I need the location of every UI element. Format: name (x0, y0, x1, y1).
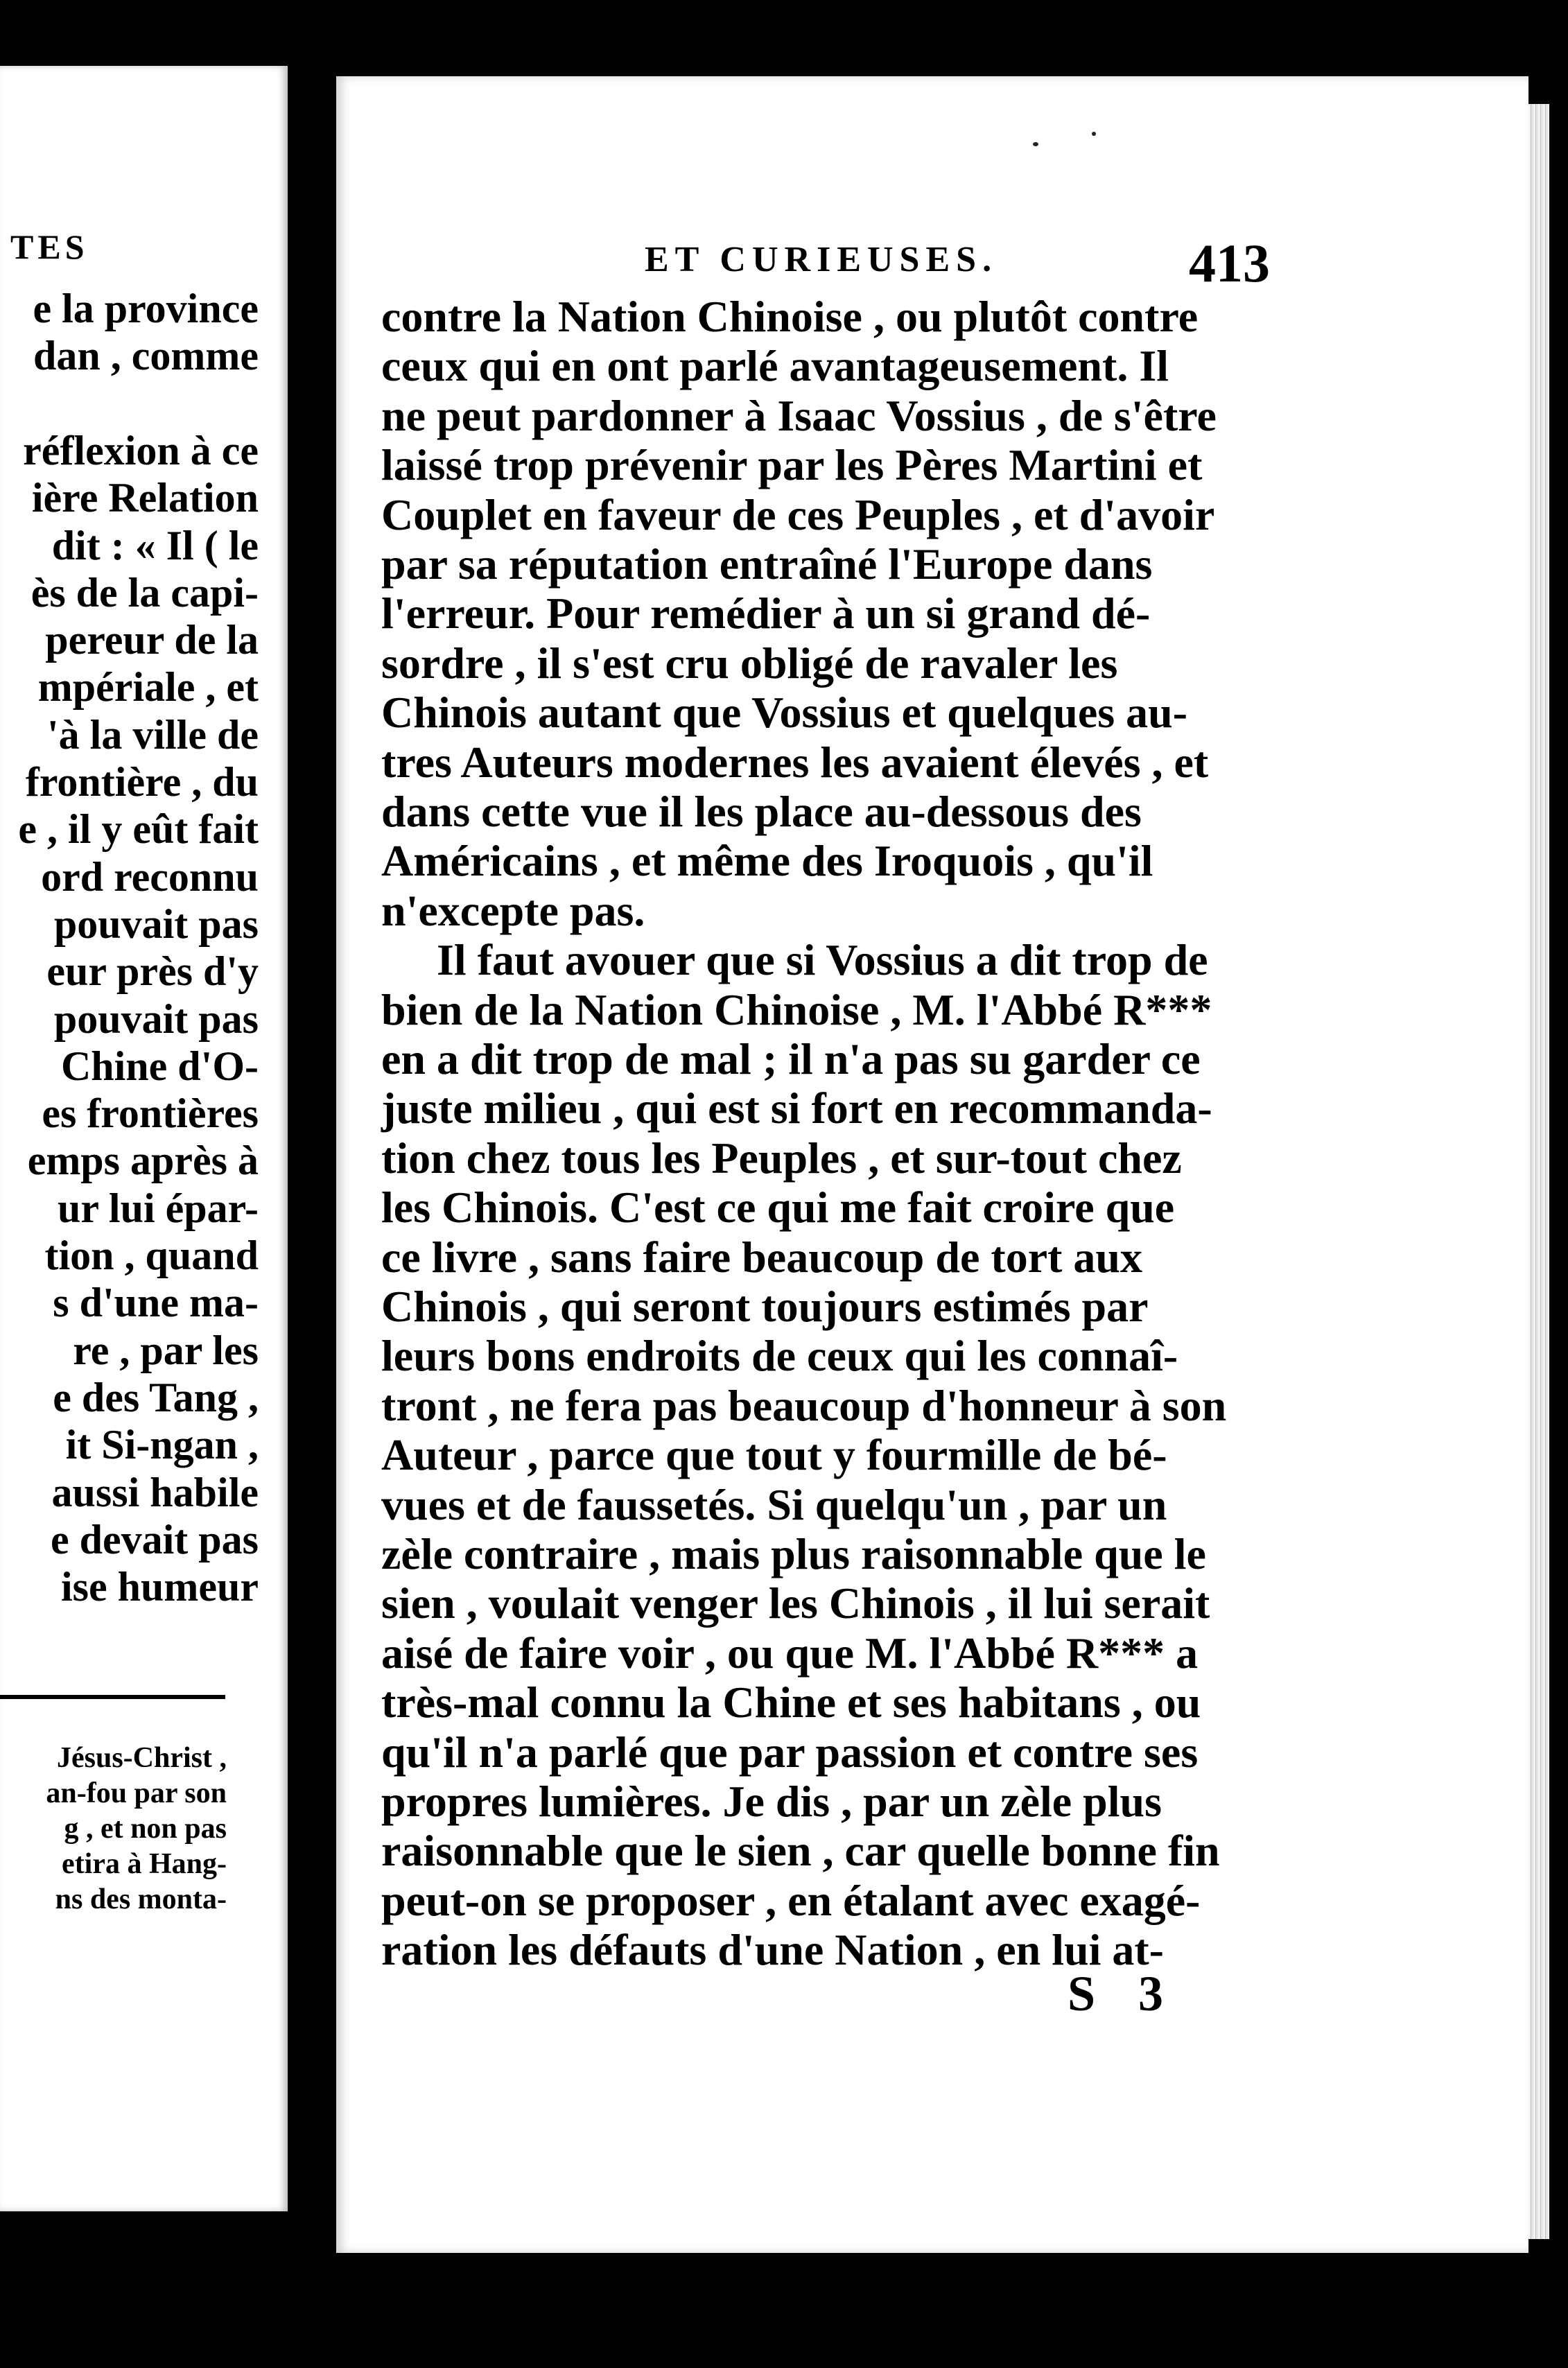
left-text-line: dan , comme (33, 333, 259, 379)
book-page-edge (1528, 104, 1549, 2239)
body-text-line: contre la Nation Chinoise , ou plutôt contre (381, 292, 1199, 341)
body-text-line: ce livre , sans faire beaucoup de tort aux (381, 1232, 1142, 1282)
body-text-line: n'excepte pas. (381, 885, 645, 935)
left-text-line: it Si-ngan , (65, 1422, 259, 1468)
body-text-line: les Chinois. C'est ce qui me fait croire que (381, 1183, 1175, 1233)
left-text-line: e la province (33, 286, 259, 331)
signature-mark: S 3 (1068, 1966, 1179, 2021)
ink-speck (1033, 142, 1038, 146)
footnote-line: g , et non pas (64, 1813, 227, 1845)
body-text-line: aisé de faire voir , ou que M. l'Abbé R*** a (381, 1628, 1199, 1678)
body-text-line: juste milieu , qui est si fort en recommanda- (381, 1083, 1212, 1133)
footnote-line: ns des monta- (55, 1883, 227, 1915)
left-text-line: ise humeur (61, 1564, 259, 1610)
body-text-line: bien de la Nation Chinoise , M. l'Abbé R*** (381, 984, 1212, 1034)
body-text-line: dans cette vue il les place au-dessous des (381, 787, 1142, 836)
body-text-line: Chinois autant que Vossius et quelques au- (381, 688, 1188, 738)
left-page (0, 66, 288, 2211)
left-text-line: s d'une ma- (53, 1280, 259, 1326)
body-text-line: vues et de faussetés. Si quelqu'un , par un (381, 1479, 1167, 1529)
right-page (336, 76, 1528, 2253)
body-text-line: Auteur , parce que tout y fourmille de bé- (381, 1430, 1167, 1480)
left-text-line: e des Tang , (53, 1374, 259, 1420)
page-number: 413 (1189, 233, 1270, 293)
left-text-line: dit : « Il ( le (51, 522, 259, 568)
left-text-line: es frontières (42, 1090, 259, 1137)
body-text-line: ne peut pardonner à Isaac Vossius , de s'être (381, 390, 1217, 440)
left-text-line: e , il y eût fait (18, 806, 259, 853)
left-text-line: eur près d'y (46, 948, 259, 995)
left-text-line: frontière , du (25, 759, 259, 805)
body-text-line: Chinois , qui seront toujours estimés par (381, 1282, 1149, 1331)
left-text-line: aussi habile (51, 1469, 259, 1515)
body-text-line: par sa réputation entraîné l'Europe dans (381, 539, 1153, 589)
left-text-line: pouvait pas (53, 995, 259, 1042)
left-text-line: tion , quand (44, 1233, 259, 1278)
footnote-rule (0, 1695, 225, 1699)
left-running-head: TES (10, 227, 89, 266)
left-text-line: ord reconnu (41, 853, 259, 900)
left-text-line: e devait pas (51, 1516, 259, 1562)
body-text-line: en a dit trop de mal ; il n'a pas su garder ce (381, 1034, 1201, 1083)
body-text-line: sordre , il s'est cru obligé de ravaler les (381, 638, 1118, 688)
body-text-line: très-mal connu la Chine et ses habitans , ou (381, 1678, 1201, 1727)
body-text-line: sien , voulait venger les Chinois , il lui serait (381, 1578, 1210, 1628)
body-text-line: raisonnable que le sien , car quelle bonne fin (381, 1826, 1220, 1876)
body-text-line: laissé trop prévenir par les Pères Martini et (381, 440, 1203, 490)
left-text-line: réflexion à ce (23, 427, 259, 473)
body-text-line: tres Auteurs modernes les avaient élevés , et (381, 737, 1209, 787)
body-text-line: peut-on se proposer , en étalant avec exagé- (381, 1875, 1201, 1925)
body-text-line: Couplet en faveur de ces Peuples , et d'avoir (381, 489, 1215, 539)
body-text-line: ration les défauts d'une Nation , en lui at- (381, 1925, 1164, 1975)
footnote-line: Jésus-Christ , (56, 1742, 227, 1774)
body-text-line: ceux qui en ont parlé avantageusement. Il (381, 341, 1169, 391)
body-text-line: l'erreur. Pour remédier à un si grand dé- (381, 589, 1151, 638)
footnote-line: an-fou par son (46, 1777, 227, 1809)
ink-speck (1092, 132, 1096, 136)
body-text-line: tront , ne fera pas beaucoup d'honneur à son (381, 1380, 1227, 1430)
running-head: ET CURIEUSES. (645, 240, 998, 279)
left-text-line: pouvait pas (53, 900, 259, 947)
left-text-line: pereur de la (45, 617, 259, 663)
left-text-line: Chine d'O- (60, 1043, 259, 1089)
left-text-line: ès de la capi- (31, 569, 259, 616)
left-text-line: mpériale , et (37, 664, 259, 711)
left-text-line: 'à la ville de (47, 711, 259, 758)
left-text-line: emps après à (27, 1138, 259, 1184)
body-text-line: Américains , et même des Iroquois , qu'il (381, 836, 1153, 886)
left-text-line: ière Relation (31, 475, 259, 521)
body-text-line: Il faut avouer que si Vossius a dit trop de (437, 935, 1208, 985)
body-text-line: propres lumières. Je dis , par un zèle plus (381, 1777, 1162, 1826)
left-text-line: ur lui épar- (57, 1185, 259, 1231)
footnote-line: etira à Hang- (62, 1848, 227, 1880)
left-text-line: re , par les (73, 1327, 259, 1373)
body-text-line: zèle contraire , mais plus raisonnable que le (381, 1529, 1206, 1578)
body-text-line: qu'il n'a parlé que par passion et contre ses (381, 1727, 1199, 1777)
body-text-line: leurs bons endroits de ceux qui les connaî- (381, 1331, 1178, 1381)
body-text-line: tion chez tous les Peuples , et sur-tout chez (381, 1133, 1182, 1183)
